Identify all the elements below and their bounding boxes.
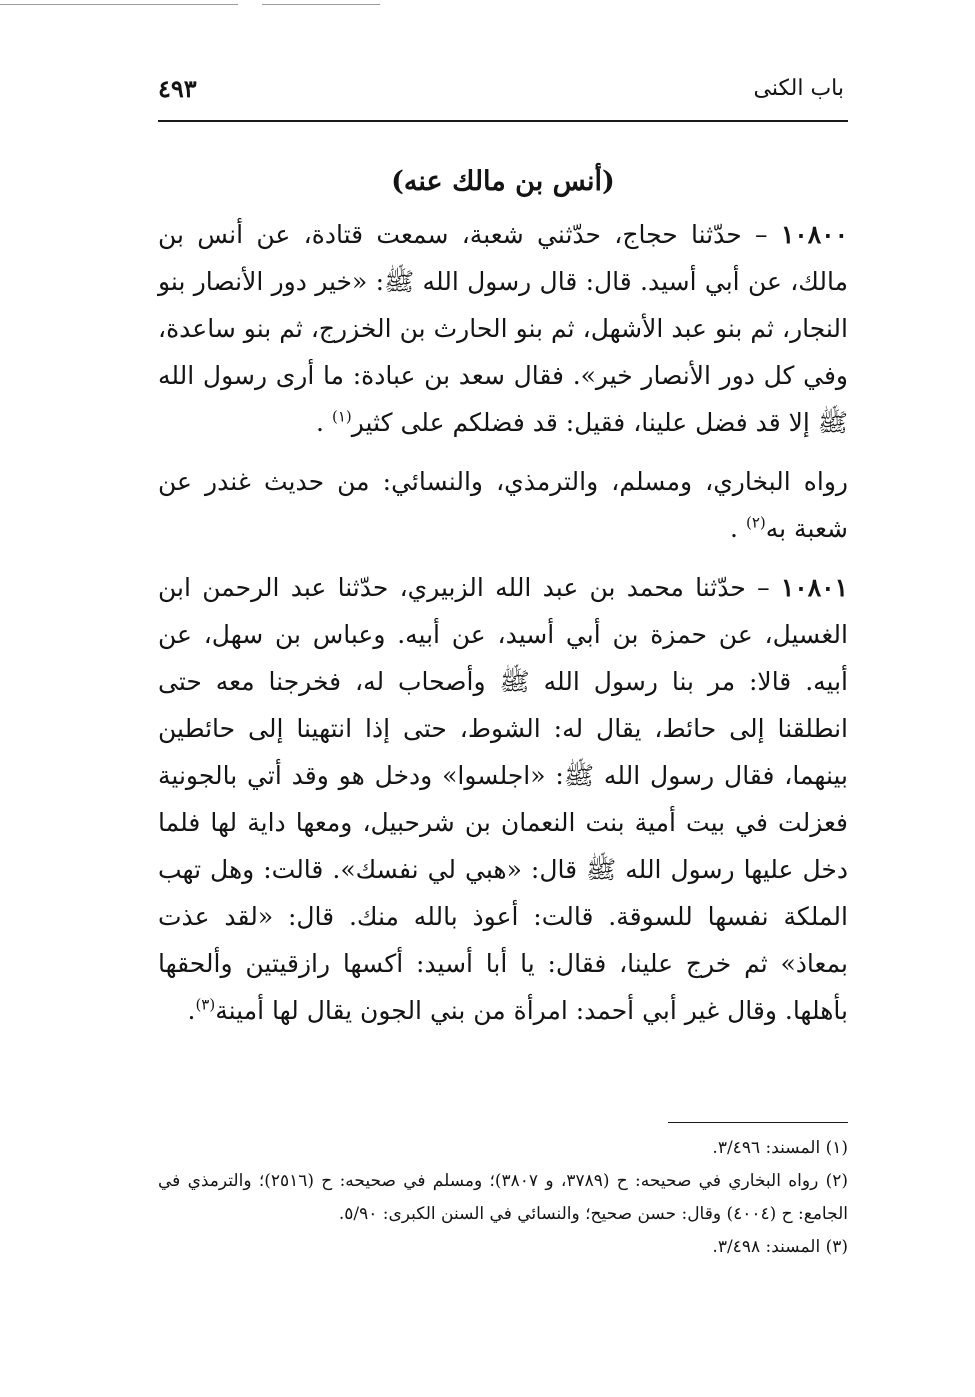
hadith-number: ١٠٨٠١ <box>780 573 848 602</box>
footnote-ref: (٢) <box>745 513 766 532</box>
hadith-paragraph <box>158 211 848 446</box>
main-text <box>158 158 848 1034</box>
paragraph-end: . <box>316 408 332 437</box>
footnote: (١) المسند: ٣/٤٩٦. <box>712 1138 848 1158</box>
running-title: باب الكنى <box>753 76 844 101</box>
footnotes <box>158 1132 848 1264</box>
takhrij-paragraph <box>158 458 848 552</box>
hadith-number: ١٠٨٠٠ <box>780 220 848 249</box>
hadith-paragraph <box>158 564 848 1034</box>
hadith-text: – حدّثنا حجاج، حدّثني شعبة، سمعت قتادة، عن أنس بن مالك، عن أبي أسيد. قال: قال رسول الله ﷺ: «خير دور الأنصار بنو النجار، ثم بنو عبد الأشهل، ثم بنو الحارث بن الخزرج، ثم بنو ساعدة، وفي كل دور الأنصار خير». فقال سعد بن عبادة: ما أرى رسول الله ﷺ إلا قد فضل علينا، فقيل: قد فضلكم على كثير <box>158 220 848 437</box>
footnote: (٣) المسند: ٣/٤٩٨. <box>712 1237 848 1257</box>
paragraph-end: . <box>730 514 746 543</box>
header-rule <box>158 120 848 122</box>
footnote-ref: (٣) <box>195 995 216 1014</box>
paragraph-end: . <box>187 996 196 1025</box>
takhrij-text: رواه البخاري، ومسلم، والترمذي، والنسائي: من حديث غندر عن شعبة به <box>158 467 848 543</box>
footnote-separator <box>668 1122 848 1123</box>
scan-edge-line <box>262 4 380 5</box>
footnote-ref: (١) <box>331 407 352 426</box>
page-number: ٤٩٣ <box>158 74 197 103</box>
hadith-text: – حدّثنا محمد بن عبد الله الزبيري، حدّثنا عبد الرحمن ابن الغسيل، عن حمزة بن أبي أسيد، عن أبيه. وعباس بن سهل، عن أبيه. قالا: مر بنا رسول الله ﷺ وأصحاب له، فخرجنا معه حتى انطلقنا إلى حائط، يقال له: الشوط، حتى إذا انتهينا إلى حائطين بينهما، فقال رسول الله ﷺ: «اجلسوا» ودخل هو وقد أتي بالجونية فعزلت في بيت أمية بنت النعمان بن شرحبيل، ومعها داية لها فلما دخل عليها رسول الله ﷺ قال: «هبي لي نفسك». قالت: وهل تهب الملكة نفسها للسوقة. قالت: أعوذ بالله منك. قال: «لقد عذت بمعاذ» ثم خرج علينا، فقال: يا أبا أسيد: أكسها رازقيتين وألحقها بأهلها. وقال غير أبي أحمد: امرأة من بني الجون يقال لها أمينة <box>158 573 848 1025</box>
footnote: (٢) رواه البخاري في صحيحه: ح (٣٧٨٩، و ٣٨٠٧)؛ ومسلم في صحيحه: ح (٢٥١٦)؛ والترمذي في الجامع: ح (٤٠٠٤) وقال: حسن صحيح؛ والنسائي في السنن الكبرى: ٥/٩٠. <box>158 1171 848 1224</box>
page-header <box>158 68 848 122</box>
scan-edge-line <box>0 4 238 5</box>
section-heading: (أنس بن مالك عنه) <box>391 166 615 197</box>
